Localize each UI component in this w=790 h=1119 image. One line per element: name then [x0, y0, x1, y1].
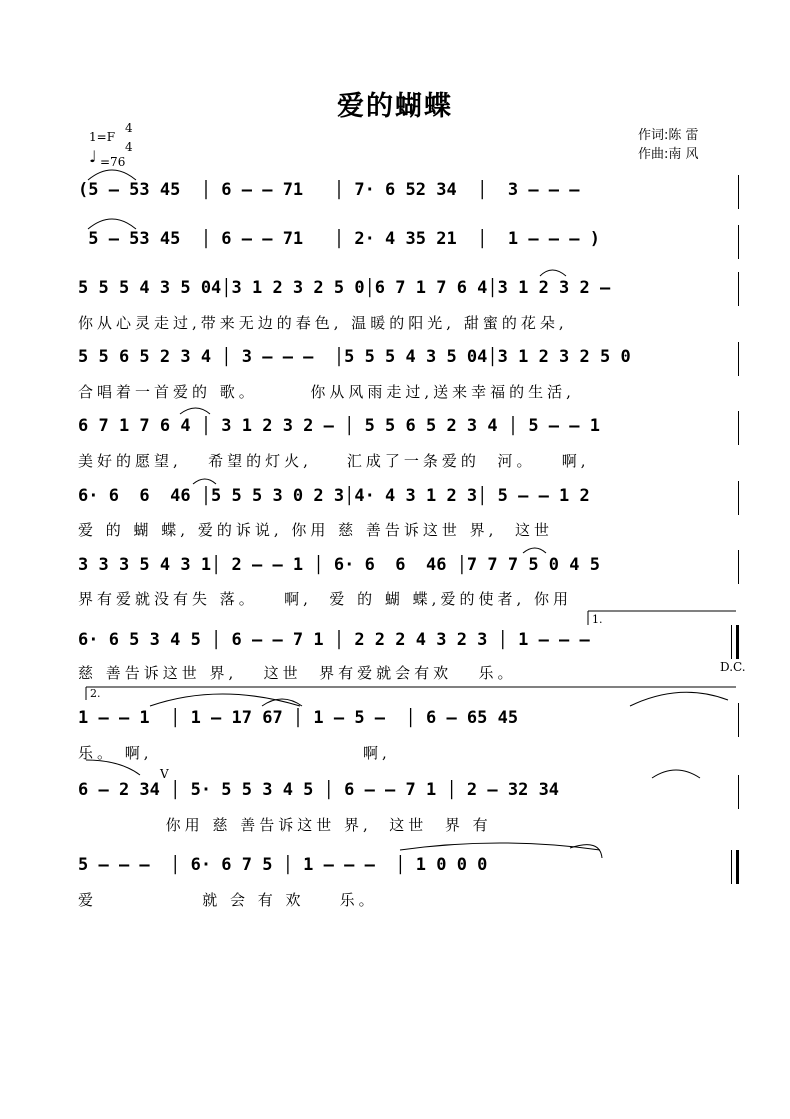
- notation-row-10: 6 – 2 34 │ 5· 5 5 3 4 5 │ 6 – – 7 1 │ 2 – 32 34: [78, 780, 560, 800]
- lyric-row-11: 爱 就 会 有 欢 乐。: [78, 891, 378, 909]
- lyricist: 作词:陈 雷: [638, 128, 699, 143]
- notation-row-3: 5 5 5 4 3 5 04│3 1 2 3 2 5 0│6 7 1 7 6 4│3 1 2 3 2 –: [78, 278, 611, 298]
- notation-row-4: 5 5 6 5 2 3 4 │ 3 – – – │5 5 5 4 3 5 04│3 1 2 3 2 5 0: [78, 347, 631, 367]
- notation-row-8: 6· 6 5 3 4 5 │ 6 – – 7 1 │ 2 2 2 4 3 2 3 │ 1 – – –: [78, 630, 590, 650]
- notation-row-1: (5 – 53 45 │ 6 – – 71 │ 7· 6 52 34 │ 3 – – –: [78, 180, 580, 200]
- composer: 作曲:南 风: [638, 147, 699, 162]
- notation-row-6: 6· 6 6 46 │5 5 5 3 0 2 3│4· 4 3 1 2 3│ 5 – – 1 2: [78, 486, 590, 506]
- lyric-row-7: 界有爱就没有失 落。 啊, 爱 的 蝴 蝶,爱的使者, 你用: [78, 590, 572, 608]
- notation-row-5: 6 7 1 7 6 4 │ 3 1 2 3 2 – │ 5 5 6 5 2 3 4 │ 5 – – 1: [78, 416, 600, 436]
- slur-6: [523, 548, 546, 553]
- breath-mark: V: [160, 767, 169, 781]
- notation-row-2: 5 – 53 45 │ 6 – – 71 │ 2· 4 35 21 │ 1 – – – ): [78, 229, 600, 249]
- slur-4: [180, 408, 210, 414]
- slur-9: [630, 692, 728, 706]
- lyric-row-5: 美好的愿望, 希望的灯火, 汇成了一条爱的 河。 啊,: [78, 452, 590, 470]
- slur-1: [88, 170, 136, 180]
- slur-11: [652, 770, 700, 778]
- time-signature-bottom: 4: [125, 140, 133, 154]
- second-ending-label: 2.: [90, 687, 101, 700]
- time-signature-top: 4: [125, 121, 133, 135]
- slur-3: [540, 270, 566, 276]
- slur-7: [150, 694, 300, 706]
- tempo-note-icon: ♩: [89, 147, 97, 166]
- slur-5: [193, 479, 216, 484]
- lyric-row-4: 合唱着一首爱的 歌。 你从风雨走过,送来幸福的生活,: [78, 383, 575, 401]
- notation-row-7: 3 3 3 5 4 3 1│ 2 – – 1 │ 6· 6 6 46 │7 7 7 5 0 4 5: [78, 555, 600, 575]
- slur-10: [86, 760, 140, 775]
- lyric-row-8: 慈 善告诉这世 界, 这世 界有爱就会有欢 乐。: [78, 664, 517, 682]
- notation-row-11: 5 – – – │ 6· 6 7 5 │ 1 – – – │ 1 0 0 0: [78, 855, 488, 875]
- tempo-marking: =76: [100, 155, 126, 169]
- notation-row-9: 1 – – 1 │ 1 – 17 67 │ 1 – 5 – │ 6 – 65 45: [78, 708, 519, 728]
- lyric-row-6: 爱 的 蝴 蝶, 爱的诉说, 你用 慈 善告诉这世 界, 这世: [78, 521, 553, 539]
- slur-2: [88, 219, 136, 229]
- key-signature: 1=F: [89, 130, 116, 144]
- lyric-row-10: 你用 慈 善告诉这世 界, 这世 界 有: [78, 816, 492, 834]
- slur-13: [400, 843, 600, 850]
- lyric-row-3: 你从心灵走过,带来无边的春色, 温暖的阳光, 甜蜜的花朵,: [78, 314, 568, 332]
- song-title: 爱的蝴蝶: [337, 91, 453, 122]
- first-ending-label: 1.: [592, 613, 603, 626]
- da-capo-marking: D.C.: [720, 660, 746, 674]
- lyric-row-9: 乐。 啊, 啊,: [78, 744, 391, 762]
